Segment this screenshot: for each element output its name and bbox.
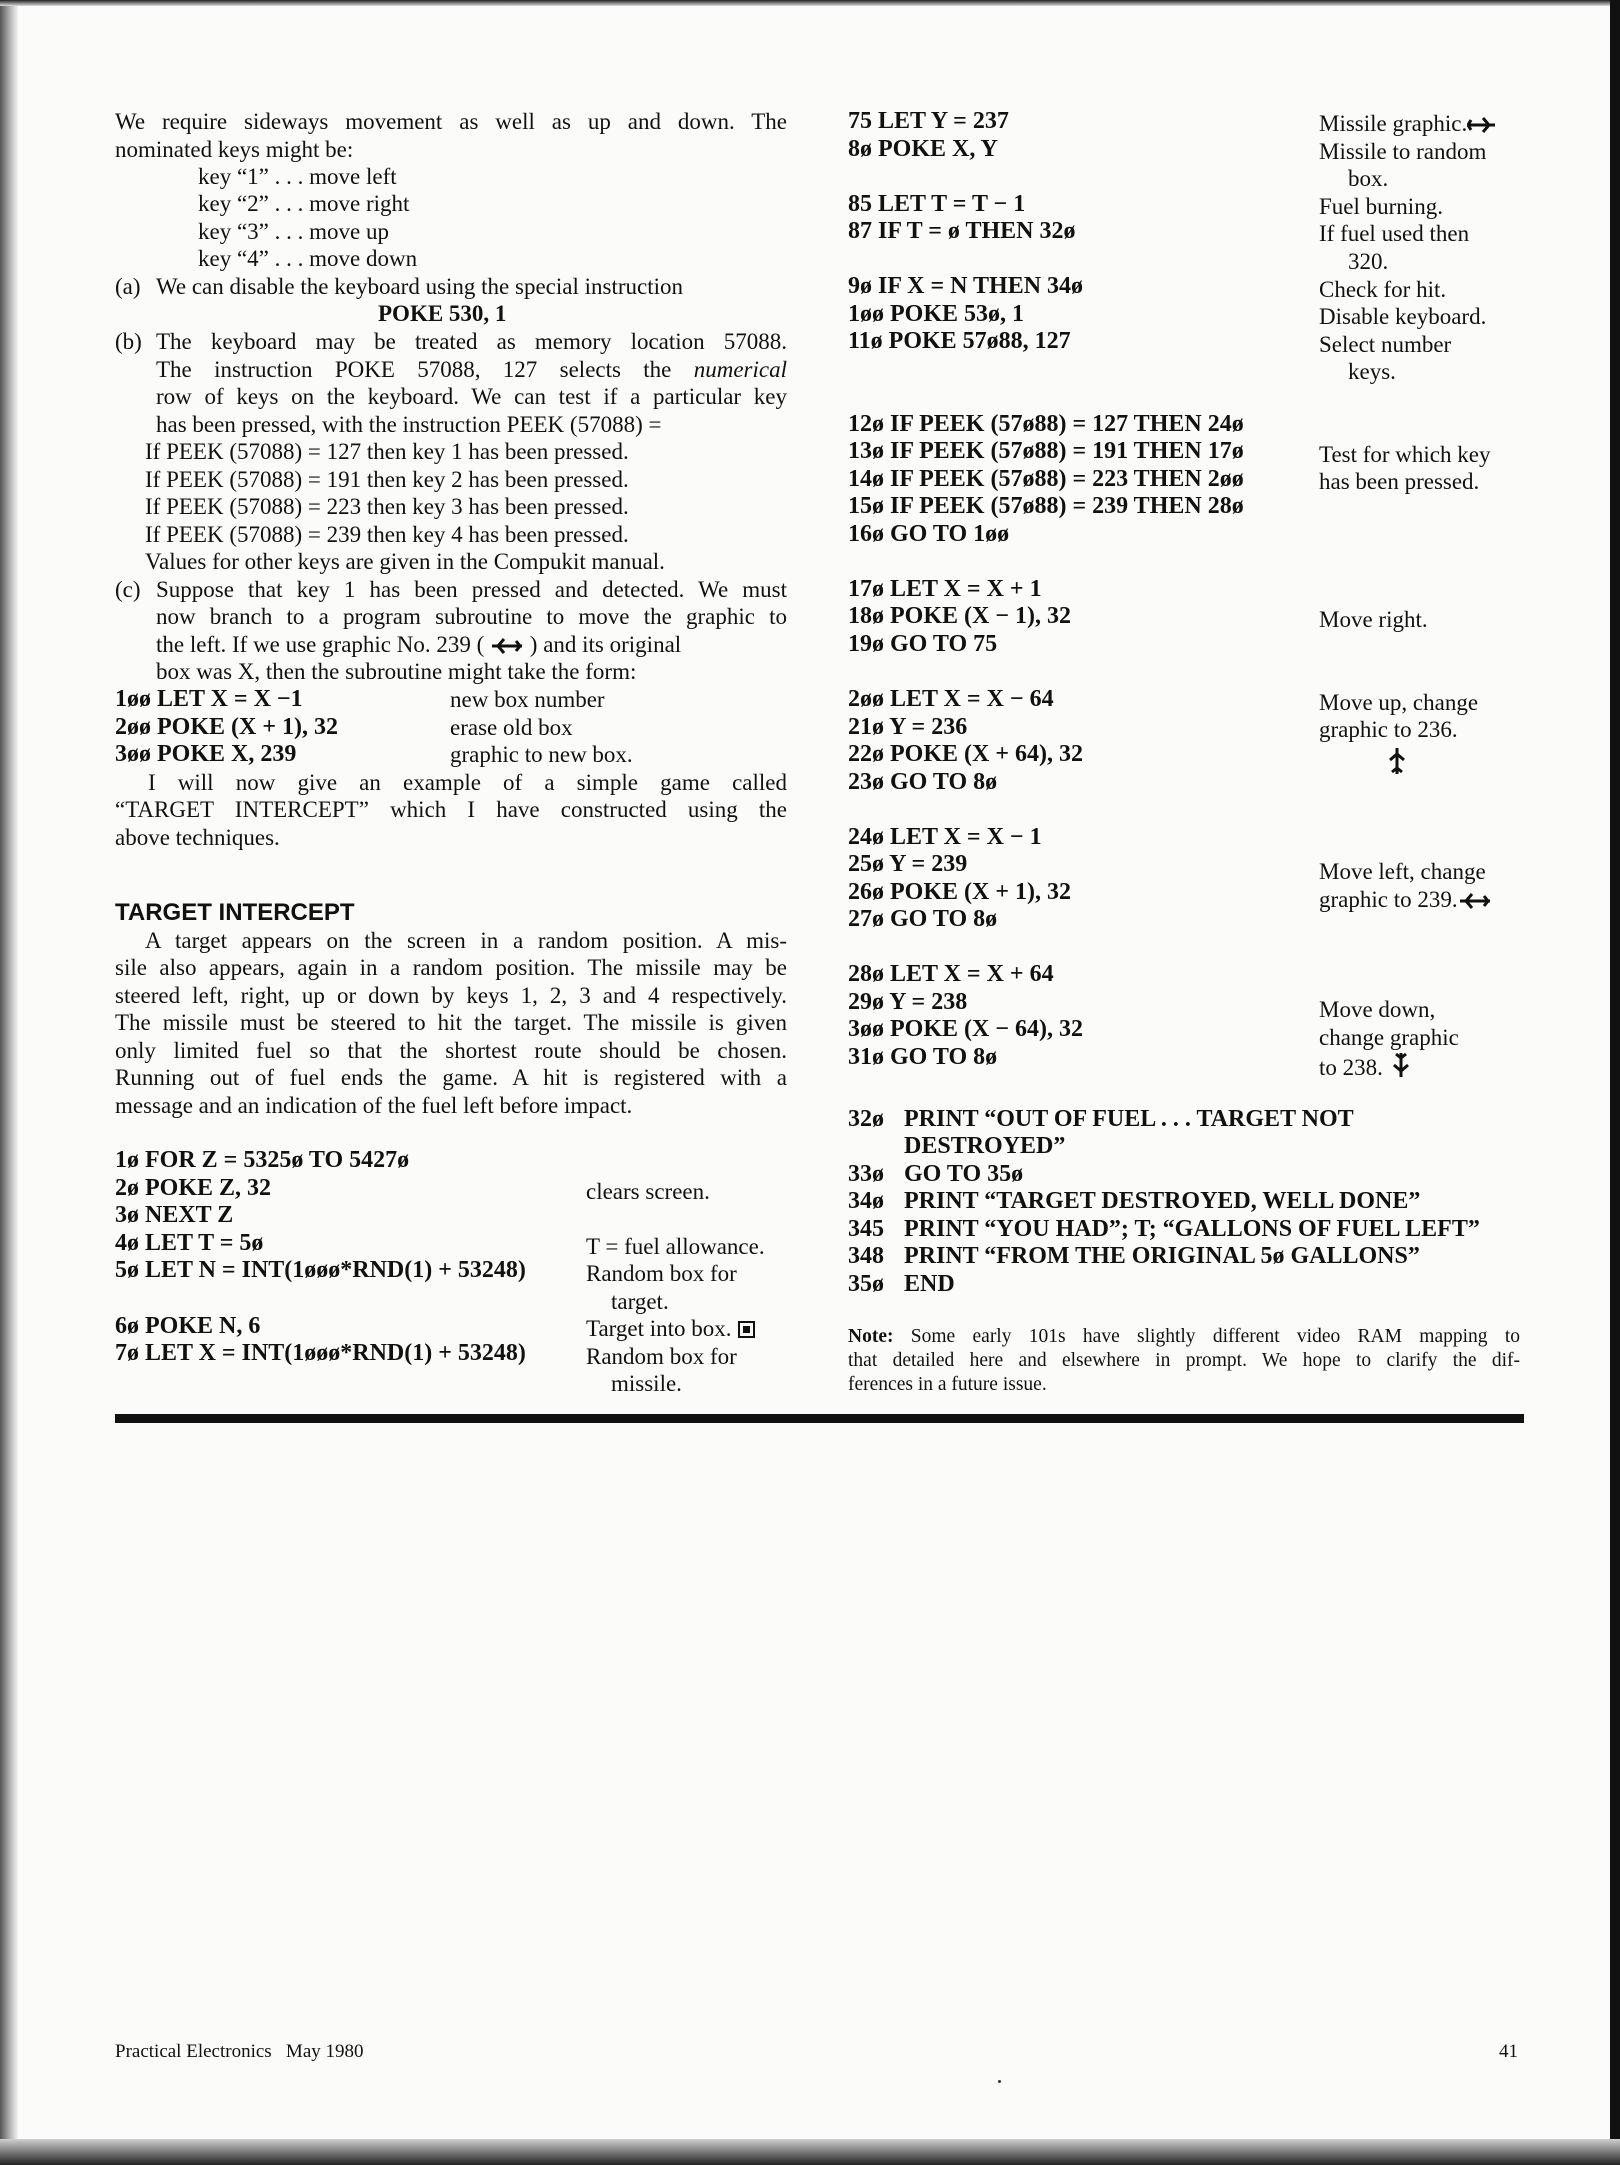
sub-code: 3øø POKE X, 239 (115, 741, 297, 767)
print-text: DESTROYED” (904, 1133, 1066, 1159)
scan-edge-top (0, 0, 1620, 6)
prog-code: 2ø POKE Z, 32 (115, 1175, 272, 1201)
code-line: 26ø POKE (X + 1), 32 (848, 879, 1071, 905)
sub-code: 1øø LET X = X −1 (115, 686, 303, 712)
key-item: key “4” . . . move down (198, 246, 418, 271)
sub-code: 2øø POKE (X + 1), 32 (115, 714, 338, 740)
code-comment: Select number (1319, 332, 1452, 357)
key-item: key “1” . . . move left (198, 164, 397, 189)
code-line: 29ø Y = 238 (848, 989, 968, 1015)
code-line: 19ø GO TO 75 (848, 631, 998, 657)
code-line: 13ø IF PEEK (57ø88) = 191 THEN 17ø (848, 438, 1244, 464)
prog-comment: Target into box. (586, 1315, 755, 1342)
peek-line: If PEEK (57088) = 239 then key 4 has been pressed. (145, 522, 629, 547)
prog-code: 1ø FOR Z = 5325ø TO 5427ø (115, 1147, 410, 1173)
code-line: 25ø Y = 239 (848, 851, 968, 877)
item-c-label: (c) (115, 577, 141, 602)
sub-comment: new box number (450, 687, 605, 712)
print-num: 33ø (848, 1161, 884, 1187)
code-line: 17ø LET X = X + 1 (848, 576, 1042, 602)
code-line: 15ø IF PEEK (57ø88) = 239 THEN 28ø (848, 493, 1244, 519)
code-comment: Disable keyboard. (1319, 304, 1487, 329)
item-a-text: We can disable the keyboard using the special instruction (156, 274, 683, 299)
peek-line: If PEEK (57088) = 191 then key 2 has been pressed. (145, 467, 629, 492)
code-line: 75 LET Y = 237 (848, 108, 1009, 134)
missile-left-icon (1458, 891, 1492, 911)
code-line: 12ø IF PEEK (57ø88) = 127 THEN 24ø (848, 411, 1244, 437)
prog-code: 3ø NEXT Z (115, 1202, 234, 1228)
item-c-line-2: now branch to a program subroutine to move the graphic to (156, 604, 787, 629)
code-comment: graphic to 236. (1319, 717, 1458, 742)
code-comment: Missile graphic. (1319, 110, 1497, 137)
intro-line-1: We require sideways movement as well as up and down. The (115, 109, 787, 134)
code-comment: Move up, change (1319, 690, 1479, 715)
code-line: 1øø POKE 53ø, 1 (848, 301, 1025, 327)
code-line: 8ø POKE X, Y (848, 136, 998, 162)
code-line: 23ø GO TO 8ø (848, 769, 998, 795)
code-comment: If fuel used then (1319, 221, 1470, 246)
code-line: 22ø POKE (X + 64), 32 (848, 741, 1083, 767)
item-b-label: (b) (115, 329, 142, 354)
print-num: 348 (848, 1243, 884, 1269)
page-number: 41 (1499, 2041, 1518, 2062)
target-box-icon (738, 1321, 755, 1338)
prog-comment: clears screen. (586, 1179, 710, 1204)
section-divider (115, 1414, 1524, 1423)
peek-line: If PEEK (57088) = 223 then key 3 has been pressed. (145, 494, 629, 519)
print-text: END (904, 1271, 955, 1297)
print-text: PRINT “TARGET DESTROYED, WELL DONE” (904, 1188, 1421, 1214)
print-text: PRINT “OUT OF FUEL . . . TARGET NOT (904, 1106, 1354, 1132)
code-line: 18ø POKE (X − 1), 32 (848, 603, 1071, 629)
intro-line-2: nominated keys might be: (115, 137, 354, 162)
missile-right-icon (1467, 115, 1497, 135)
values-note: Values for other keys are given in the Compukit manual. (145, 549, 665, 574)
item-a-label: (a) (115, 274, 141, 299)
code-comment: Move left, change (1319, 859, 1486, 884)
prog-code: 4ø LET T = 5ø (115, 1230, 264, 1256)
code-comment: keys. (1348, 359, 1396, 384)
missile-up-icon (1385, 746, 1409, 776)
item-c-line-1: Suppose that key 1 has been pressed and detected. We must (156, 577, 787, 602)
code-comment: Fuel burning. (1319, 194, 1443, 219)
note-line-2: that detailed here and elsewhere in prompt. We hope to clarify the dif- (848, 1350, 1520, 1371)
code-line: 87 IF T = ø THEN 32ø (848, 218, 1076, 244)
footer-publication: Practical Electronics May 1980 (115, 2041, 364, 2062)
desc-line: sile also appears, again in a random position. The missile may be (115, 955, 787, 980)
code-line: 21ø Y = 236 (848, 714, 968, 740)
example-line-1: I will now give an example of a simple game called (148, 770, 787, 795)
example-line-3: above techniques. (115, 825, 280, 850)
code-line: 16ø GO TO 1øø (848, 521, 1010, 547)
item-a-code: POKE 530, 1 (378, 301, 507, 326)
note-line-3: ferences in a future issue. (848, 1374, 1047, 1395)
prog-comment: Random box for (586, 1261, 737, 1286)
key-item: key “3” . . . move up (198, 219, 389, 244)
code-line: 24ø LET X = X − 1 (848, 824, 1042, 850)
prog-comment: T = fuel allowance. (586, 1234, 765, 1259)
prog-code: 5ø LET N = INT(1øøø*RND(1) + 53248) (115, 1257, 526, 1283)
print-num: 35ø (848, 1271, 884, 1297)
prog-code: 6ø POKE N, 6 (115, 1313, 261, 1339)
code-line: 11ø POKE 57ø88, 127 (848, 328, 1071, 354)
print-num: 345 (848, 1216, 884, 1242)
desc-line: only limited fuel so that the shortest route should be chosen. (115, 1038, 787, 1063)
sub-comment: erase old box (450, 715, 573, 740)
code-comment: to 238. (1319, 1051, 1413, 1081)
desc-line: The missile must be steered to hit the target. The missile is given (115, 1010, 787, 1035)
missile-down-icon (1389, 1051, 1413, 1079)
code-line: 27ø GO TO 8ø (848, 906, 998, 932)
item-c-line-4: box was X, then the subroutine might take the form: (156, 659, 637, 684)
code-comment: has been pressed. (1319, 469, 1480, 494)
code-line: 2øø LET X = X − 64 (848, 686, 1054, 712)
code-line: 85 LET T = T − 1 (848, 191, 1026, 217)
code-comment: change graphic (1319, 1025, 1459, 1050)
prog-comment: missile. (611, 1371, 682, 1396)
print-text: PRINT “FROM THE ORIGINAL 5ø GALLONS” (904, 1243, 1420, 1269)
note-line-1: Note: Some early 101s have slightly different video RAM mapping to (848, 1326, 1520, 1347)
item-c-line-3: the left. If we use graphic No. 239 ( ) and its original (156, 632, 682, 657)
item-b-line-3: row of keys on the keyboard. We can test if a particular key (156, 384, 787, 409)
sub-comment: graphic to new box. (450, 742, 633, 767)
scan-edge-bottom (0, 2139, 1620, 2165)
item-b-line-1: The keyboard may be treated as memory location 57088. (156, 329, 787, 354)
code-comment: 320. (1348, 249, 1389, 274)
scan-edge-left (0, 0, 18, 2165)
code-line: 28ø LET X = X + 64 (848, 961, 1054, 987)
prog-comment: Random box for (586, 1344, 737, 1369)
prog-comment: target. (611, 1289, 669, 1314)
code-line: 9ø IF X = N THEN 34ø (848, 273, 1084, 299)
code-comment: Test for which key (1319, 442, 1491, 467)
code-comment: Move down, (1319, 997, 1436, 1022)
desc-line: A target appears on the screen in a random position. A mis- (145, 928, 787, 953)
code-comment: Check for hit. (1319, 277, 1447, 302)
desc-line: Running out of fuel ends the game. A hit is registered with a (115, 1065, 787, 1090)
peek-line: If PEEK (57088) = 127 then key 1 has been pressed. (145, 439, 629, 464)
code-comment: Missile to random (1319, 139, 1487, 164)
print-speck (998, 2080, 1001, 2083)
desc-line: steered left, right, up or down by keys 1, 2, 3 and 4 respectively. (115, 983, 787, 1008)
scan-edge-right (1610, 0, 1620, 2165)
code-comment: graphic to 239. (1319, 886, 1492, 913)
print-num: 34ø (848, 1188, 884, 1214)
code-line: 3øø POKE (X − 64), 32 (848, 1016, 1083, 1042)
code-line: 14ø IF PEEK (57ø88) = 223 THEN 2øø (848, 466, 1244, 492)
code-comment: Move right. (1319, 607, 1428, 632)
code-line: 31ø GO TO 8ø (848, 1044, 998, 1070)
item-b-line-4: has been pressed, with the instruction PEEK (57088) = (156, 412, 662, 437)
prog-code: 7ø LET X = INT(1øøø*RND(1) + 53248) (115, 1340, 526, 1366)
missile-left-icon (490, 636, 524, 656)
print-num: 32ø (848, 1106, 884, 1132)
example-line-2: “TARGET INTERCEPT” which I have constructed using the (115, 797, 787, 822)
item-b-line-2: The instruction POKE 57088, 127 selects the numerical (156, 357, 787, 382)
print-text: GO TO 35ø (904, 1161, 1024, 1187)
print-text: PRINT “YOU HAD”; T; “GALLONS OF FUEL LEFT” (904, 1216, 1480, 1242)
code-comment: box. (1348, 166, 1389, 191)
key-item: key “2” . . . move right (198, 191, 410, 216)
desc-line: message and an indication of the fuel left before impact. (115, 1093, 633, 1118)
section-heading: TARGET INTERCEPT (115, 899, 355, 926)
